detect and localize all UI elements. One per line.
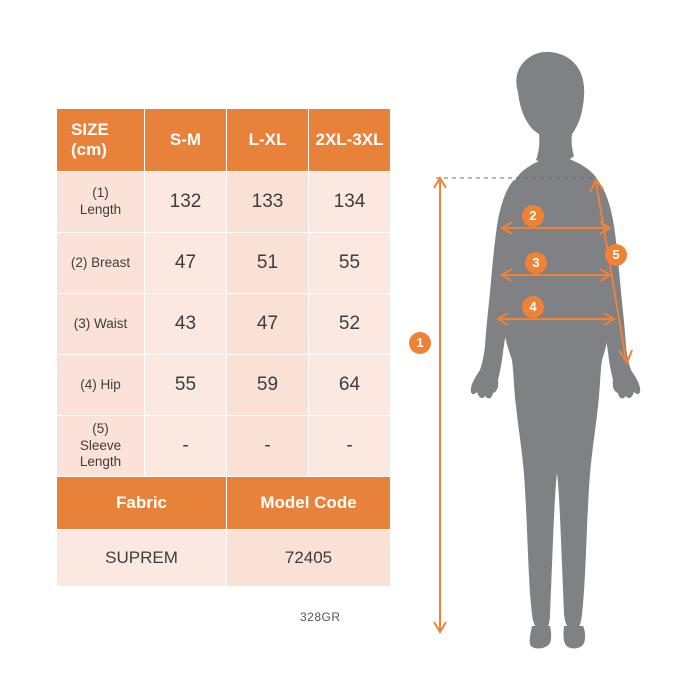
cell-hip-2xl3xl: 64 (309, 355, 391, 416)
marker-badge-1: 1 (409, 332, 431, 354)
table-row (57, 294, 391, 355)
cell-breast-2xl3xl: 55 (309, 233, 391, 294)
cell-breast-lxl: 51 (227, 233, 309, 294)
row-label-sleeve-line3: Length (79, 454, 122, 470)
cell-sleeve-sm: - (145, 416, 227, 477)
cell-waist-sm: 43 (145, 294, 227, 355)
row-label-length-line1: (1) (92, 185, 109, 201)
table-row (57, 172, 391, 233)
header-size-line1: SIZE (71, 120, 109, 140)
size-chart-table-container (56, 108, 390, 587)
table-footer-value-row (57, 530, 391, 587)
cell-hip-lxl: 59 (227, 355, 309, 416)
row-label-hip-line1: (4) Hip (80, 376, 121, 392)
table-row (57, 416, 391, 477)
row-label-hip (57, 355, 145, 416)
row-label-breast-line1: (2) Breast (70, 254, 131, 270)
table-footer-header-row (57, 477, 391, 530)
body-silhouette-icon (471, 52, 640, 649)
row-label-sleeve-line2: Sleeve (79, 437, 122, 453)
marker-badge-2: 2 (522, 205, 544, 227)
row-label-length (57, 172, 145, 233)
row-label-sleeve-line1: (5) (92, 420, 109, 436)
row-label-breast (57, 233, 145, 294)
fabric-header: Fabric (57, 477, 227, 530)
table-row (57, 233, 391, 294)
measure-arrow-length (434, 178, 446, 632)
row-label-waist (57, 294, 145, 355)
cell-waist-2xl3xl: 52 (309, 294, 391, 355)
header-size-line2: (cm) (71, 140, 107, 159)
row-label-waist-line1: (3) Waist (73, 315, 128, 331)
header-col-1: L-XL (227, 109, 309, 172)
cell-breast-sm: 47 (145, 233, 227, 294)
header-col-2-label: 2XL-3XL (315, 130, 384, 150)
marker-badge-5: 5 (605, 244, 627, 266)
marker-badge-4: 4 (522, 296, 544, 318)
style-code-note: 328GR (300, 610, 341, 624)
table-row (57, 355, 391, 416)
cell-hip-sm: 55 (145, 355, 227, 416)
header-col-2 (309, 109, 391, 172)
row-label-sleeve-length (57, 416, 145, 477)
cell-length-2xl3xl: 134 (309, 172, 391, 233)
model-code-value: 72405 (227, 530, 391, 587)
header-size-cell (57, 109, 145, 172)
header-col-0: S-M (145, 109, 227, 172)
measurement-figure-panel (400, 30, 700, 670)
model-code-header: Model Code (227, 477, 391, 530)
cell-sleeve-lxl: - (227, 416, 309, 477)
marker-badge-3: 3 (525, 252, 547, 274)
cell-waist-lxl: 47 (227, 294, 309, 355)
cell-length-sm: 132 (145, 172, 227, 233)
cell-sleeve-2xl3xl: - (309, 416, 391, 477)
size-chart-table (56, 108, 391, 587)
table-header (57, 109, 391, 172)
table-header-row (57, 109, 391, 172)
fabric-value: SUPREM (57, 530, 227, 587)
cell-length-lxl: 133 (227, 172, 309, 233)
row-label-length-line2: Length (79, 202, 122, 217)
table-body (57, 172, 391, 587)
female-silhouette-diagram (400, 30, 700, 670)
